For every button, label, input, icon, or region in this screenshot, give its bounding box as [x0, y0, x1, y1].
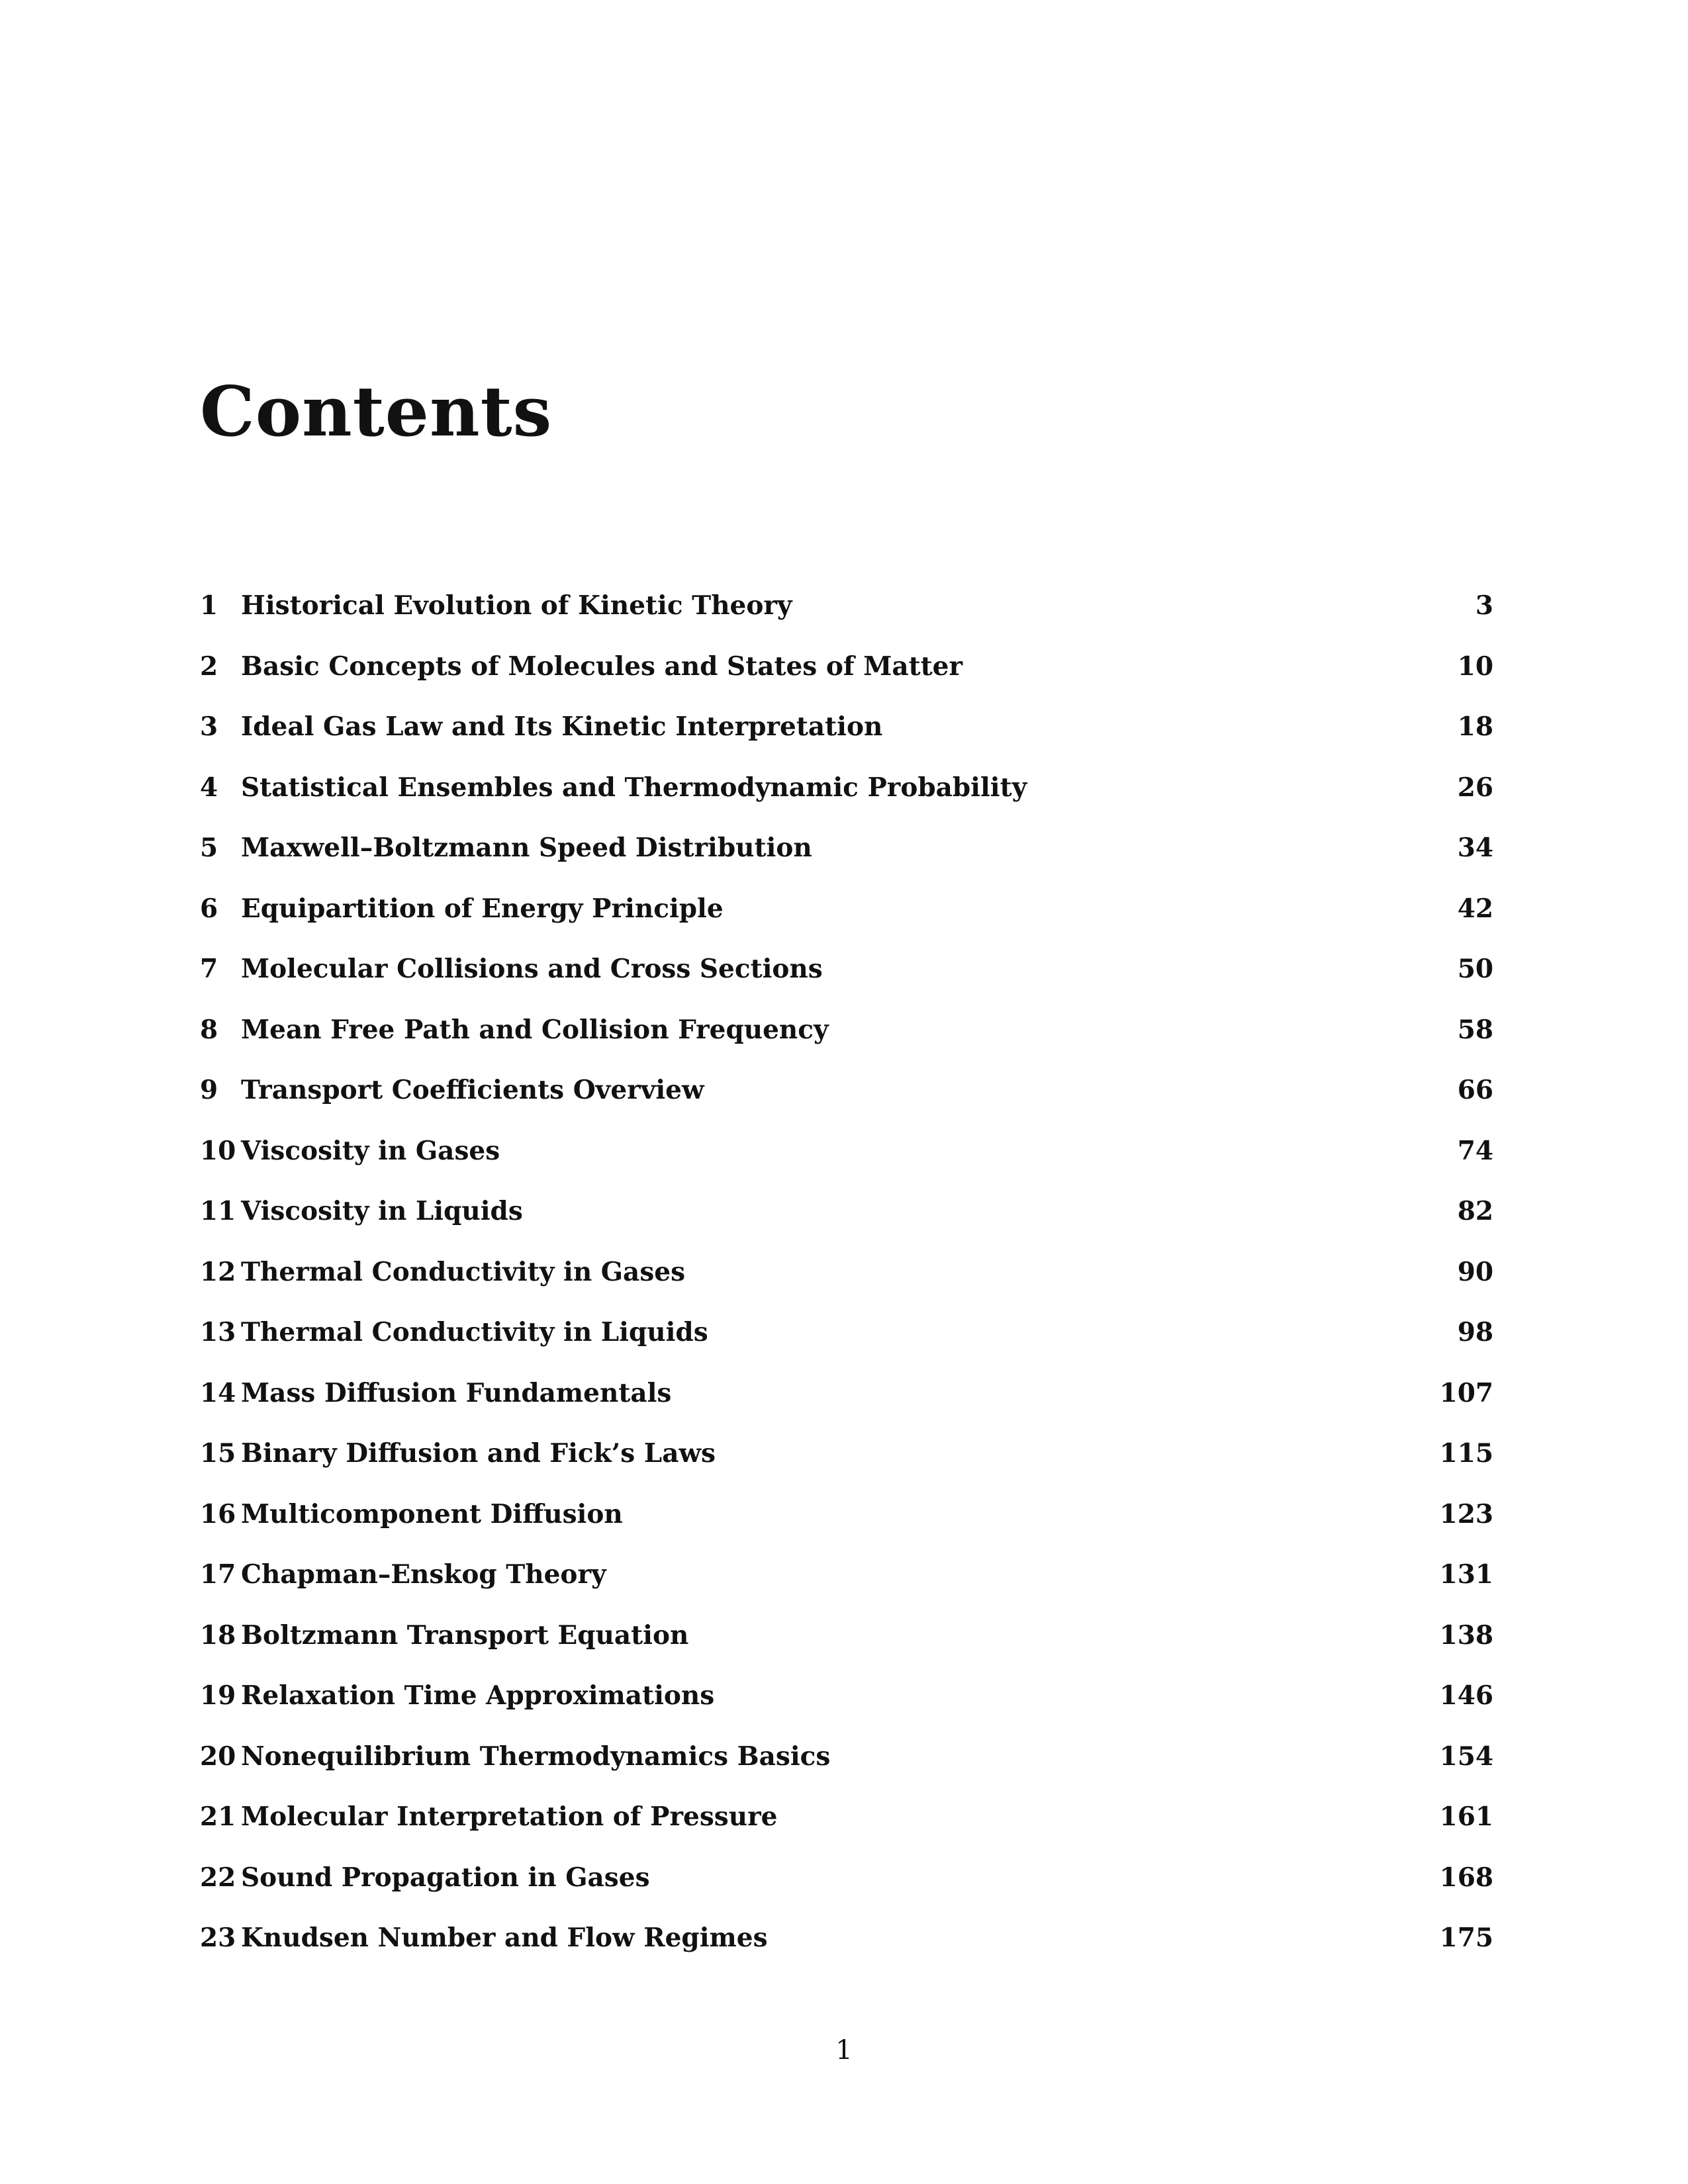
toc-entry[interactable] — [200, 1363, 1493, 1424]
toc-entry-title[interactable]: Chapman–Enskog Theory — [241, 1559, 606, 1590]
toc-entry-title[interactable]: Ideal Gas Law and Its Kinetic Interpretation — [241, 711, 883, 743]
toc-entry-title[interactable]: Multicomponent Diffusion — [241, 1498, 623, 1529]
toc-entry-page: 168 — [1439, 1862, 1493, 1893]
toc-entry-title[interactable]: Molecular Collisions and Cross Sections — [241, 954, 823, 985]
toc-entry[interactable] — [200, 758, 1493, 819]
toc-entry-page: 50 — [1457, 954, 1493, 985]
table-of-contents — [200, 576, 1493, 1969]
toc-entry-number: 4 — [200, 772, 218, 803]
page-number: 1 — [835, 2035, 853, 2066]
toc-entry-title[interactable]: Boltzmann Transport Equation — [241, 1619, 689, 1651]
toc-entry-title[interactable]: Nonequilibrium Thermodynamics Basics — [241, 1741, 831, 1772]
toc-entry-title[interactable]: Mass Diffusion Fundamentals — [241, 1377, 672, 1408]
toc-entry-number: 21 — [200, 1801, 236, 1833]
toc-entry-page: 175 — [1439, 1923, 1493, 1954]
toc-entry-number: 14 — [200, 1377, 236, 1408]
toc-entry-number: 7 — [200, 954, 218, 985]
toc-entry-number: 5 — [200, 833, 218, 864]
toc-entry-page: 74 — [1457, 1135, 1493, 1166]
toc-entry-number: 10 — [200, 1135, 236, 1166]
toc-entry[interactable] — [200, 1302, 1493, 1363]
toc-entry-page: 10 — [1457, 651, 1493, 682]
toc-entry[interactable] — [200, 1484, 1493, 1545]
toc-entry-number: 2 — [200, 651, 218, 682]
toc-entry-page: 138 — [1439, 1619, 1493, 1651]
toc-entry[interactable] — [200, 697, 1493, 758]
toc-entry[interactable] — [200, 1121, 1493, 1182]
toc-entry-title[interactable]: Transport Coefficients Overview — [241, 1075, 704, 1106]
toc-entry-title[interactable]: Mean Free Path and Collision Frequency — [241, 1014, 829, 1045]
toc-entry-page: 154 — [1439, 1741, 1493, 1772]
toc-entry[interactable] — [200, 1060, 1493, 1121]
toc-entry[interactable] — [200, 1181, 1493, 1242]
toc-entry[interactable] — [200, 1424, 1493, 1484]
toc-entry-number: 20 — [200, 1741, 236, 1772]
toc-entry-number: 18 — [200, 1619, 236, 1651]
toc-entry-title[interactable]: Equipartition of Energy Principle — [241, 893, 724, 924]
toc-entry-number: 11 — [200, 1196, 236, 1227]
page-title: Contents — [200, 371, 553, 452]
toc-entry[interactable] — [200, 576, 1493, 637]
toc-entry-page: 107 — [1439, 1377, 1493, 1408]
toc-entry-title[interactable]: Historical Evolution of Kinetic Theory — [241, 590, 792, 621]
toc-entry-title[interactable]: Statistical Ensembles and Thermodynamic Probability — [241, 772, 1027, 803]
toc-entry[interactable] — [200, 1606, 1493, 1666]
toc-entry-title[interactable]: Binary Diffusion and Fick’s Laws — [241, 1438, 716, 1469]
toc-entry-number: 3 — [200, 711, 218, 743]
toc-entry-page: 146 — [1439, 1680, 1493, 1711]
toc-entry-number: 16 — [200, 1498, 236, 1529]
toc-entry-number: 8 — [200, 1014, 218, 1045]
toc-entry-title[interactable]: Viscosity in Liquids — [241, 1196, 523, 1227]
toc-entry-number: 17 — [200, 1559, 236, 1590]
toc-entry-title[interactable]: Viscosity in Gases — [241, 1135, 500, 1166]
toc-entry[interactable] — [200, 1545, 1493, 1606]
toc-entry-page: 26 — [1457, 772, 1493, 803]
toc-entry[interactable] — [200, 818, 1493, 879]
toc-entry-title[interactable]: Relaxation Time Approximations — [241, 1680, 715, 1711]
toc-entry-number: 22 — [200, 1862, 236, 1893]
toc-entry[interactable] — [200, 1787, 1493, 1848]
toc-entry-page: 34 — [1457, 833, 1493, 864]
toc-entry-page: 115 — [1439, 1438, 1493, 1469]
toc-entry-number: 15 — [200, 1438, 236, 1469]
toc-entry-title[interactable]: Maxwell–Boltzmann Speed Distribution — [241, 833, 812, 864]
toc-entry[interactable] — [200, 637, 1493, 698]
toc-entry-page: 90 — [1457, 1256, 1493, 1287]
toc-entry-number: 23 — [200, 1923, 236, 1954]
toc-entry[interactable] — [200, 1242, 1493, 1303]
toc-entry-number: 6 — [200, 893, 218, 924]
toc-entry-title[interactable]: Thermal Conductivity in Liquids — [241, 1317, 708, 1348]
toc-entry-title[interactable]: Molecular Interpretation of Pressure — [241, 1801, 778, 1833]
toc-entry-number: 1 — [200, 590, 218, 621]
toc-entry-page: 3 — [1475, 590, 1493, 621]
toc-entry-page: 123 — [1439, 1498, 1493, 1529]
toc-entry-title[interactable]: Knudsen Number and Flow Regimes — [241, 1923, 768, 1954]
toc-entry-page: 82 — [1457, 1196, 1493, 1227]
toc-entry[interactable] — [200, 1000, 1493, 1061]
toc-entry[interactable] — [200, 1727, 1493, 1788]
toc-entry-number: 13 — [200, 1317, 236, 1348]
toc-entry-number: 12 — [200, 1256, 236, 1287]
toc-entry-title[interactable]: Sound Propagation in Gases — [241, 1862, 650, 1893]
toc-entry-page: 66 — [1457, 1075, 1493, 1106]
toc-entry[interactable] — [200, 1666, 1493, 1727]
toc-entry[interactable] — [200, 1908, 1493, 1969]
toc-entry-page: 42 — [1457, 893, 1493, 924]
toc-entry-page: 131 — [1439, 1559, 1493, 1590]
toc-entry[interactable] — [200, 939, 1493, 1000]
toc-entry-page: 58 — [1457, 1014, 1493, 1045]
toc-entry-page: 18 — [1457, 711, 1493, 743]
toc-entry[interactable] — [200, 1848, 1493, 1909]
toc-entry-page: 161 — [1439, 1801, 1493, 1833]
toc-entry[interactable] — [200, 879, 1493, 940]
toc-entry-number: 9 — [200, 1075, 218, 1106]
toc-entry-title[interactable]: Basic Concepts of Molecules and States of Matter — [241, 651, 963, 682]
toc-entry-number: 19 — [200, 1680, 236, 1711]
toc-entry-title[interactable]: Thermal Conductivity in Gases — [241, 1256, 686, 1287]
toc-entry-page: 98 — [1457, 1317, 1493, 1348]
